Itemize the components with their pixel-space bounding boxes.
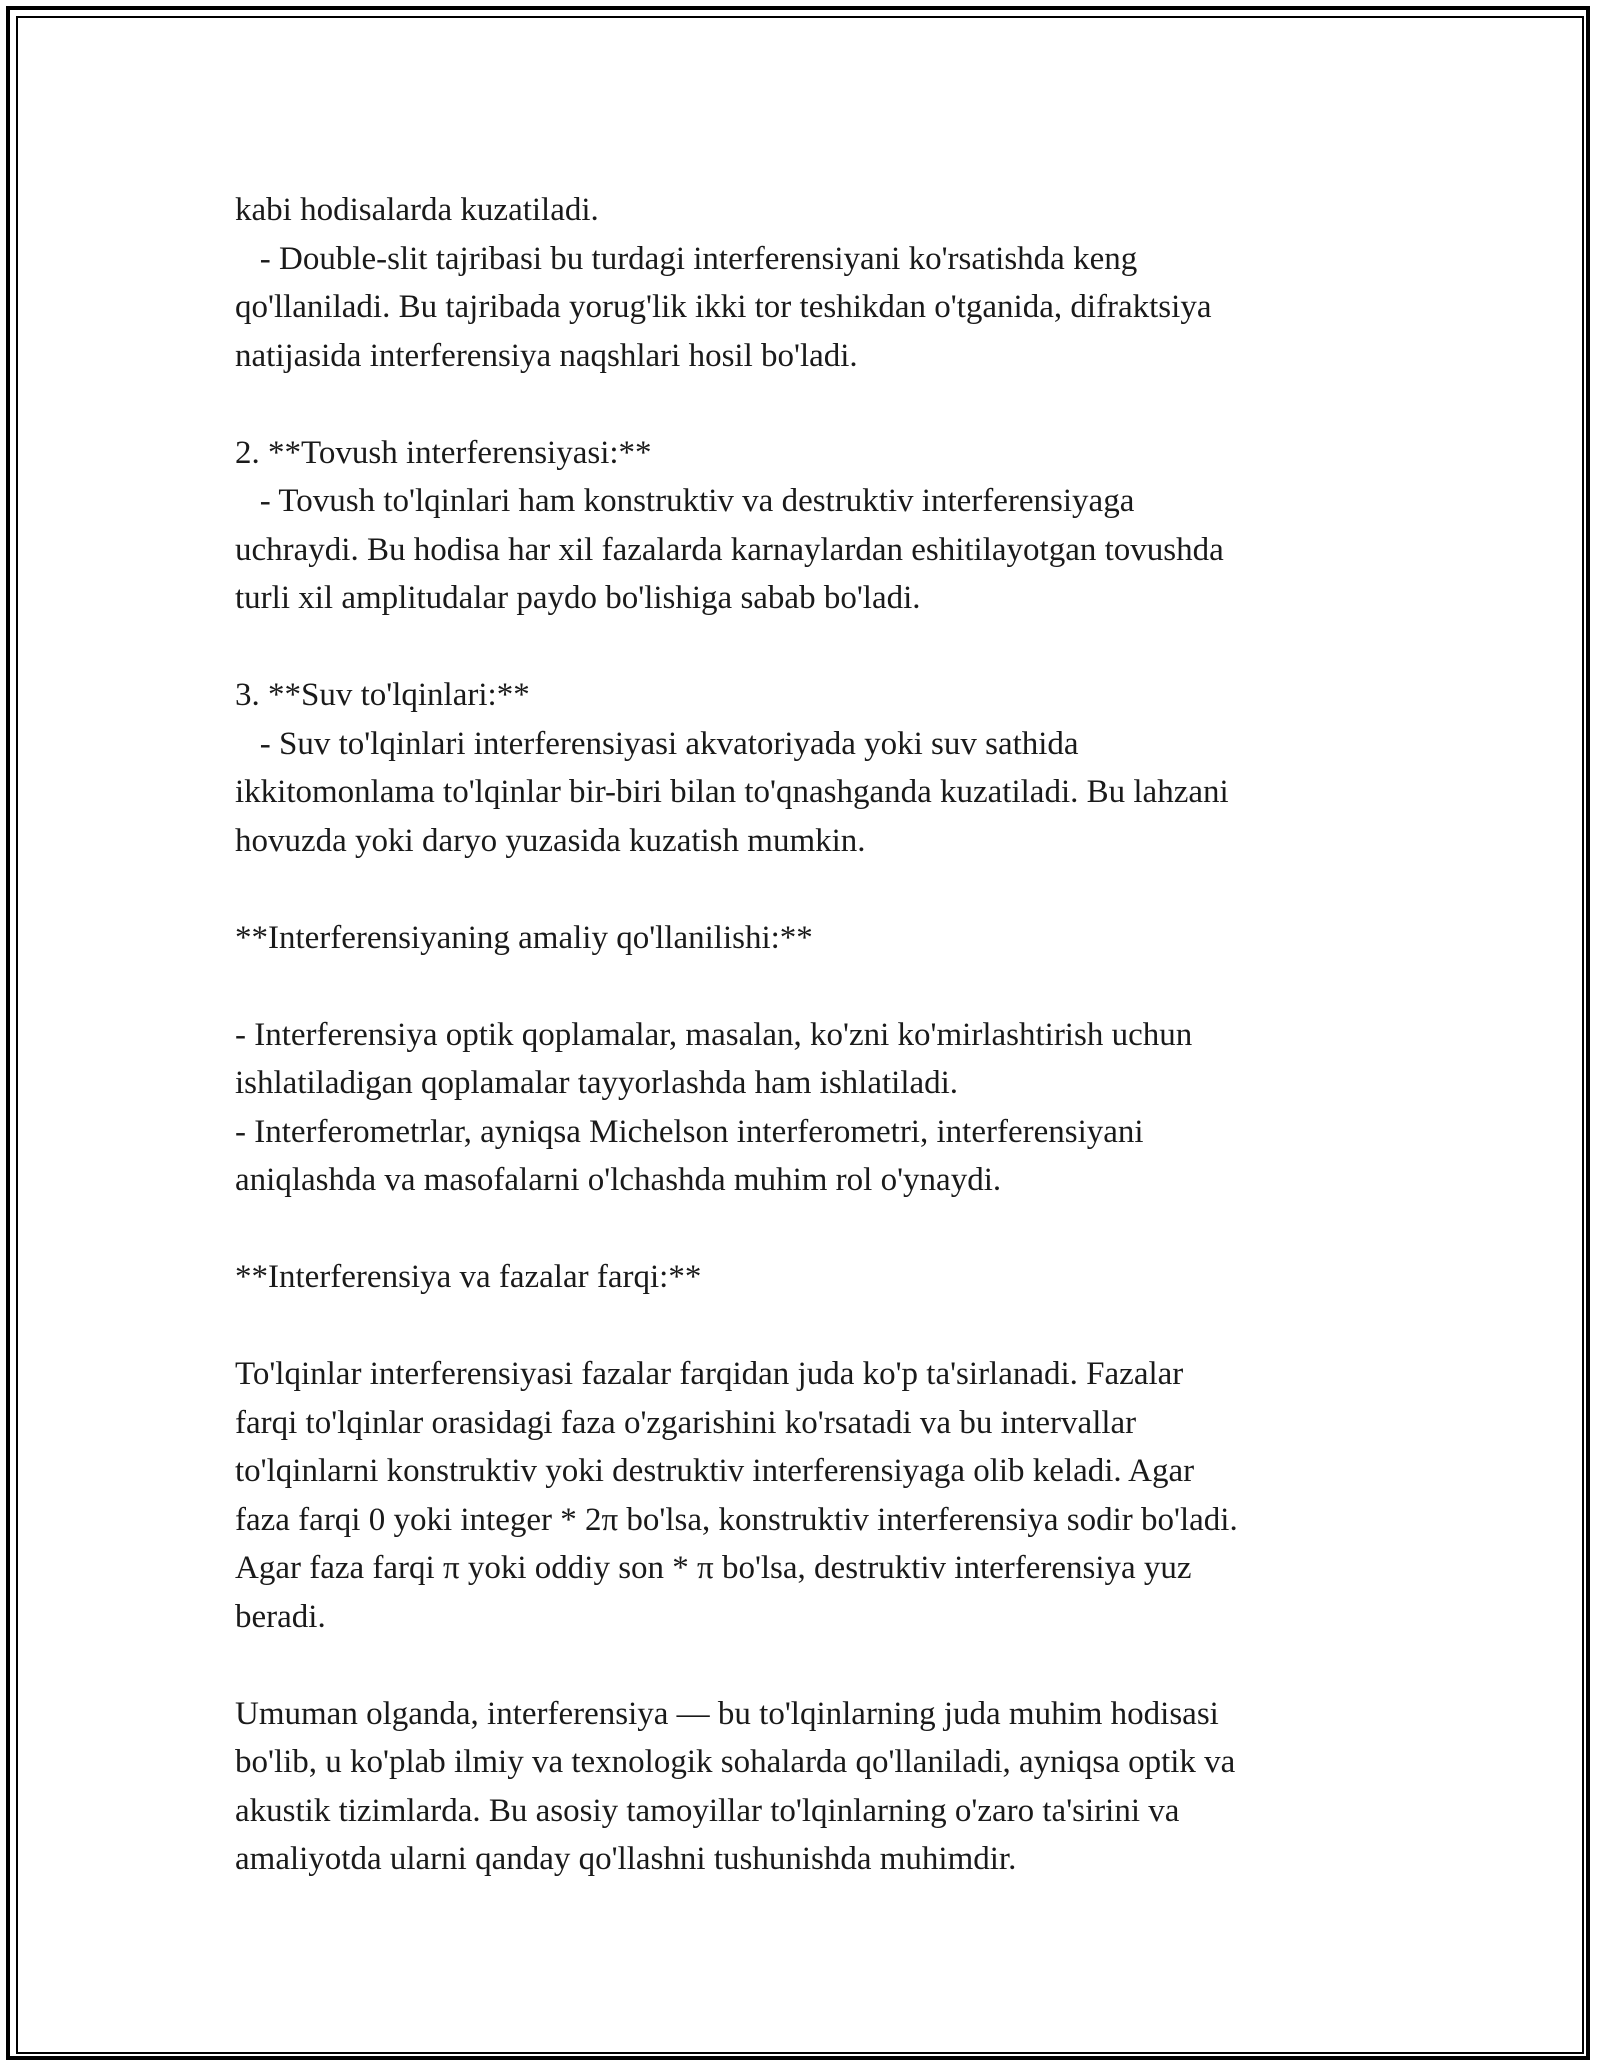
text-line: kabi hodisalarda kuzatiladi. [235, 192, 599, 228]
text-line: aniqlashda va masofalarni o'lchashda muhim rol o'ynaydi. [235, 1162, 1002, 1198]
paragraph-spacer [235, 962, 1375, 1011]
paragraph [235, 186, 1375, 380]
text-line: faza farqi 0 yoki integer * 2π bo'lsa, konstruktiv interferensiya sodir bo'ladi. [235, 1501, 1238, 1538]
text-line: beradi. [235, 1598, 326, 1635]
text-line: hovuzda yoki daryo yuzasida kuzatish mumkin. [235, 822, 866, 859]
document-body [235, 186, 1375, 1884]
text-line: ikkitomonlama to'lqinlar bir-biri bilan to'qnashganda kuzatiladi. Bu lahzani [235, 774, 1229, 810]
paragraph-spacer [235, 865, 1375, 914]
text-line: turli xil amplitudalar paydo bo'lishiga sabab bo'ladi. [235, 580, 921, 616]
text-line: - Tovush to'lqinlari ham konstruktiv va destruktiv interferensiyaga [235, 483, 1135, 519]
paragraph [235, 429, 1375, 623]
text-line: akustik tizimlarda. Bu asosiy tamoyillar to'lqinlarning o'zaro ta'sirini va [235, 1792, 1180, 1829]
text-line: 2. **Tovush interferensiyasi:** [235, 434, 652, 471]
paragraph-spacer [235, 1641, 1375, 1690]
text-line: uchraydi. Bu hodisa har xil fazalarda karnaylardan eshitilayotgan tovushda [235, 531, 1224, 568]
paragraph [235, 1350, 1375, 1641]
text-line: bo'lib, u ko'plab ilmiy va texnologik sohalarda qo'llaniladi, ayniqsa optik va [235, 1744, 1236, 1780]
text-line: amaliyotda ularni qanday qo'llashni tushunishda muhimdir. [235, 1841, 1017, 1877]
paragraph-spacer [235, 1302, 1375, 1351]
text-line: 3. **Suv to'lqinlari:** [235, 677, 530, 713]
text-line: - Suv to'lqinlari interferensiyasi akvatoriyada yoki suv sathida [235, 725, 1079, 762]
text-line: - Interferensiya optik qoplamalar, masalan, ko'zni ko'mirlashtirish uchun [235, 1016, 1193, 1053]
text-line: **Interferensiya va fazalar farqi:** [235, 1259, 702, 1295]
text-line: ishlatiladigan qoplamalar tayyorlashda ham ishlatiladi. [235, 1065, 959, 1101]
text-line: Umuman olganda, interferensiya — bu to'lqinlarning juda muhim hodisasi [235, 1695, 1219, 1732]
text-line: - Interferometrlar, ayniqsa Michelson interferometri, interferensiyani [235, 1113, 1144, 1150]
text-line: to'lqinlarni konstruktiv yoki destruktiv interferensiyaga olib keladi. Agar [235, 1453, 1195, 1489]
text-line: Agar faza farqi π yoki oddiy son * π bo'lsa, destruktiv interferensiya yuz [235, 1550, 1192, 1586]
text-line: farqi to'lqinlar orasidagi faza o'zgarishini ko'rsatadi va bu intervallar [235, 1404, 1137, 1441]
paragraph [235, 1253, 1375, 1302]
text-line: qo'llaniladi. Bu tajribada yorug'lik ikki tor teshikdan o'tganida, difraktsiya [235, 289, 1212, 325]
text-line: natijasida interferensiya naqshlari hosil bo'ladi. [235, 337, 858, 374]
paragraph [235, 671, 1375, 865]
paragraph [235, 1011, 1375, 1205]
paragraph [235, 1690, 1375, 1884]
text-line: To'lqinlar interferensiyasi fazalar farqidan juda ko'p ta'sirlanadi. Fazalar [235, 1356, 1184, 1392]
paragraph-spacer [235, 1205, 1375, 1254]
paragraph-spacer [235, 623, 1375, 672]
text-line: **Interferensiyaning amaliy qo'llanilishi:** [235, 919, 813, 956]
paragraph [235, 914, 1375, 963]
paragraph-spacer [235, 380, 1375, 429]
text-line: - Double-slit tajribasi bu turdagi interferensiyani ko'rsatishda keng [235, 240, 1138, 277]
